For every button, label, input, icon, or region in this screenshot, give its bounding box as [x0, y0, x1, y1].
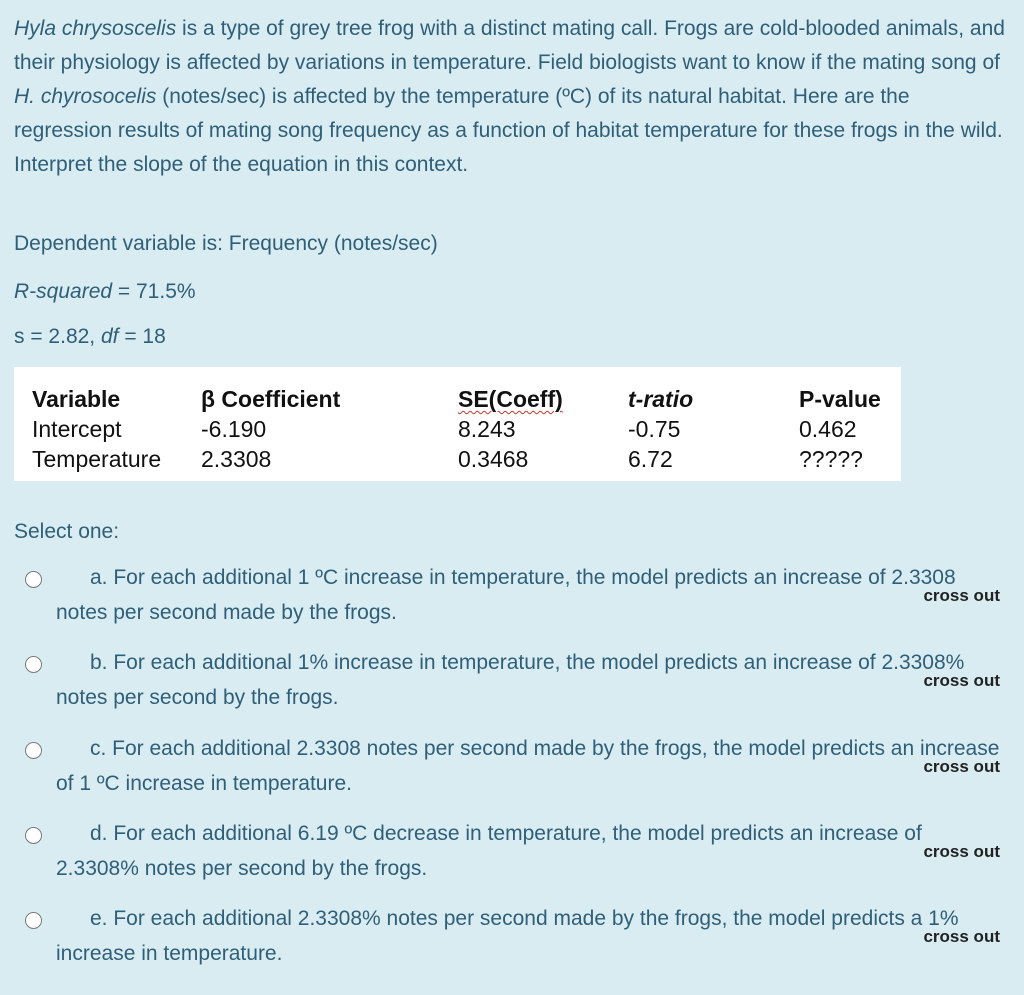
p-value-column: [799, 384, 881, 474]
s-df-line: [14, 325, 166, 349]
cell-p-value-intercept: 0.462: [799, 416, 857, 442]
se-column: [458, 384, 563, 474]
question-part-1: is a type of grey tree frog with a distinct mating call. Frogs are cold-blooded animals, and their physiology is affected by variations in temperature. Field biologists want to know if the mating song of: [14, 17, 1005, 74]
option-e: [0, 908, 1024, 988]
header-variable: Variable: [32, 386, 121, 412]
s-value: s = 2.82,: [14, 325, 101, 348]
cell-se-temperature: 0.3468: [458, 446, 529, 472]
cell-t-ratio-intercept: -0.75: [628, 416, 681, 442]
species-abbrev: H. chyrosocelis: [14, 85, 157, 108]
species-name: Hyla chrysoscelis: [14, 17, 177, 40]
header-se: SE(Coeff): [458, 386, 563, 412]
cell-coefficient-temperature: 2.3308: [201, 446, 272, 472]
header-coefficient: β Coefficient: [201, 386, 341, 412]
radio-option-d[interactable]: [25, 827, 42, 844]
r-squared-line: [14, 280, 196, 304]
cell-t-ratio-temperature: 6.72: [628, 446, 673, 472]
option-b-text[interactable]: b. For each additional 1% increase in temperature, the model predicts an increase of 2.3308% notes per second by the frogs.: [56, 651, 965, 709]
df-label: df: [100, 325, 119, 348]
cell-p-value-temperature: ?????: [799, 446, 863, 472]
cell-variable-intercept: Intercept: [32, 416, 122, 442]
select-one-label: Select one:: [14, 520, 120, 543]
r-squared-value: = 71.5%: [112, 280, 196, 303]
cell-variable-temperature: Temperature: [32, 446, 162, 472]
header-p-value: P-value: [799, 386, 881, 412]
option-a: [0, 567, 1024, 647]
coefficient-column: [201, 384, 340, 474]
df-value: = 18: [118, 325, 166, 348]
radio-option-a[interactable]: [25, 571, 42, 588]
r-squared-label: R-squared: [14, 280, 113, 303]
question-part-2: (notes/sec) is affected by the temperature (ºC) of its natural habitat. Here are the regression results of mating song frequency as a function of habitat temperature for these frogs in the wild. Interpret the slope of the equation in this context.: [14, 85, 1003, 176]
cross-out-c-button[interactable]: cross out: [923, 757, 1000, 776]
cross-out-a-button[interactable]: cross out: [923, 586, 1000, 605]
cell-coefficient-intercept: -6.190: [201, 416, 267, 442]
t-ratio-column: [628, 384, 693, 474]
cross-out-e-button[interactable]: cross out: [923, 927, 1000, 946]
regression-table: [14, 367, 901, 481]
cross-out-d-button[interactable]: cross out: [923, 842, 1000, 861]
option-c-text[interactable]: c. For each additional 2.3308 notes per second made by the frogs, the model predicts an increase of 1 ºC increase in temperature.: [56, 737, 1000, 795]
option-c: [0, 738, 1024, 818]
option-d: [0, 823, 1024, 903]
variable-column: [32, 384, 161, 474]
cell-se-intercept: 8.243: [458, 416, 516, 442]
option-e-text[interactable]: e. For each additional 2.3308% notes per second made by the frogs, the model predicts a 1% increase in temperature.: [56, 907, 959, 965]
cross-out-b-button[interactable]: cross out: [923, 671, 1000, 690]
radio-option-b[interactable]: [25, 656, 42, 673]
option-a-text[interactable]: a. For each additional 1 ºC increase in temperature, the model predicts an increase of 2.3308 notes per second made by the frogs.: [56, 566, 956, 624]
radio-option-c[interactable]: [25, 742, 42, 759]
dependent-variable-line: Dependent variable is: Frequency (notes/sec): [14, 232, 438, 255]
option-d-text[interactable]: d. For each additional 6.19 ºC decrease in temperature, the model predicts an increase of 2.3308% notes per second by the frogs.: [56, 822, 922, 880]
question-text: [14, 12, 1009, 182]
option-b: [0, 652, 1024, 732]
radio-option-e[interactable]: [25, 912, 42, 929]
header-t-ratio: t-ratio: [628, 386, 694, 412]
